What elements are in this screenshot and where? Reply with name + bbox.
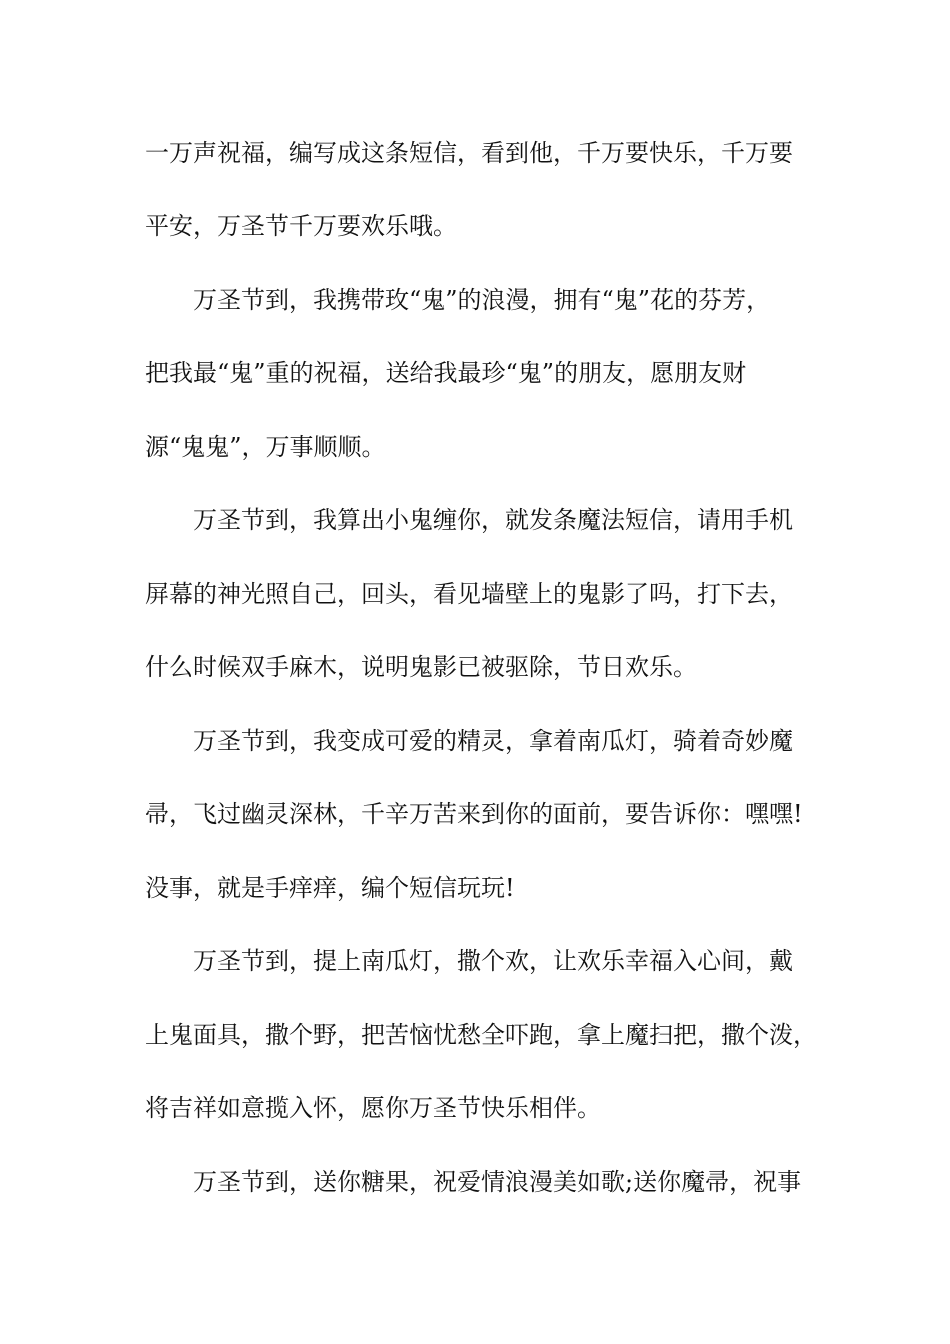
paragraph-start-line: 万圣节到，提上南瓜灯，撒个欢，让欢乐幸福入心间，戴 [193, 947, 793, 975]
text-line: 帚，飞过幽灵深林，千辛万苦来到你的面前，要告诉你：嘿嘿! [145, 800, 803, 828]
text-line: 一万声祝福，编写成这条短信，看到他，千万要快乐，千万要 [145, 139, 793, 167]
paragraph-start-line: 万圣节到，送你糖果，祝爱情浪漫美如歌;送你魔帚，祝事 [193, 1168, 802, 1196]
paragraph-start-line: 万圣节到，我算出小鬼缠你，就发条魔法短信，请用手机 [193, 506, 793, 534]
text-line: 什么时候双手麻木，说明鬼影已被驱除，节日欢乐。 [145, 653, 697, 681]
text-line: 屏幕的神光照自己，回头，看见墙壁上的鬼影了吗，打下去， [145, 580, 793, 608]
paragraph-start-line: 万圣节到，我变成可爱的精灵，拿着南瓜灯，骑着奇妙魔 [193, 727, 793, 755]
text-line: 没事，就是手痒痒，编个短信玩玩! [145, 874, 515, 902]
text-line: 平安，万圣节千万要欢乐哦。 [145, 212, 457, 240]
text-line: 把我最“鬼”重的祝福，送给我最珍“鬼”的朋友，愿朋友财 [145, 359, 747, 387]
text-line: 上鬼面具，撒个野，把苦恼忧愁全吓跑，拿上魔扫把，撒个泼， [145, 1021, 817, 1049]
paragraph-start-line: 万圣节到，我携带玫“鬼”的浪漫，拥有“鬼”花的芬芳， [193, 286, 771, 314]
text-line: 将吉祥如意揽入怀，愿你万圣节快乐相伴。 [145, 1094, 601, 1122]
text-line: 源“鬼鬼”，万事顺顺。 [145, 433, 386, 461]
